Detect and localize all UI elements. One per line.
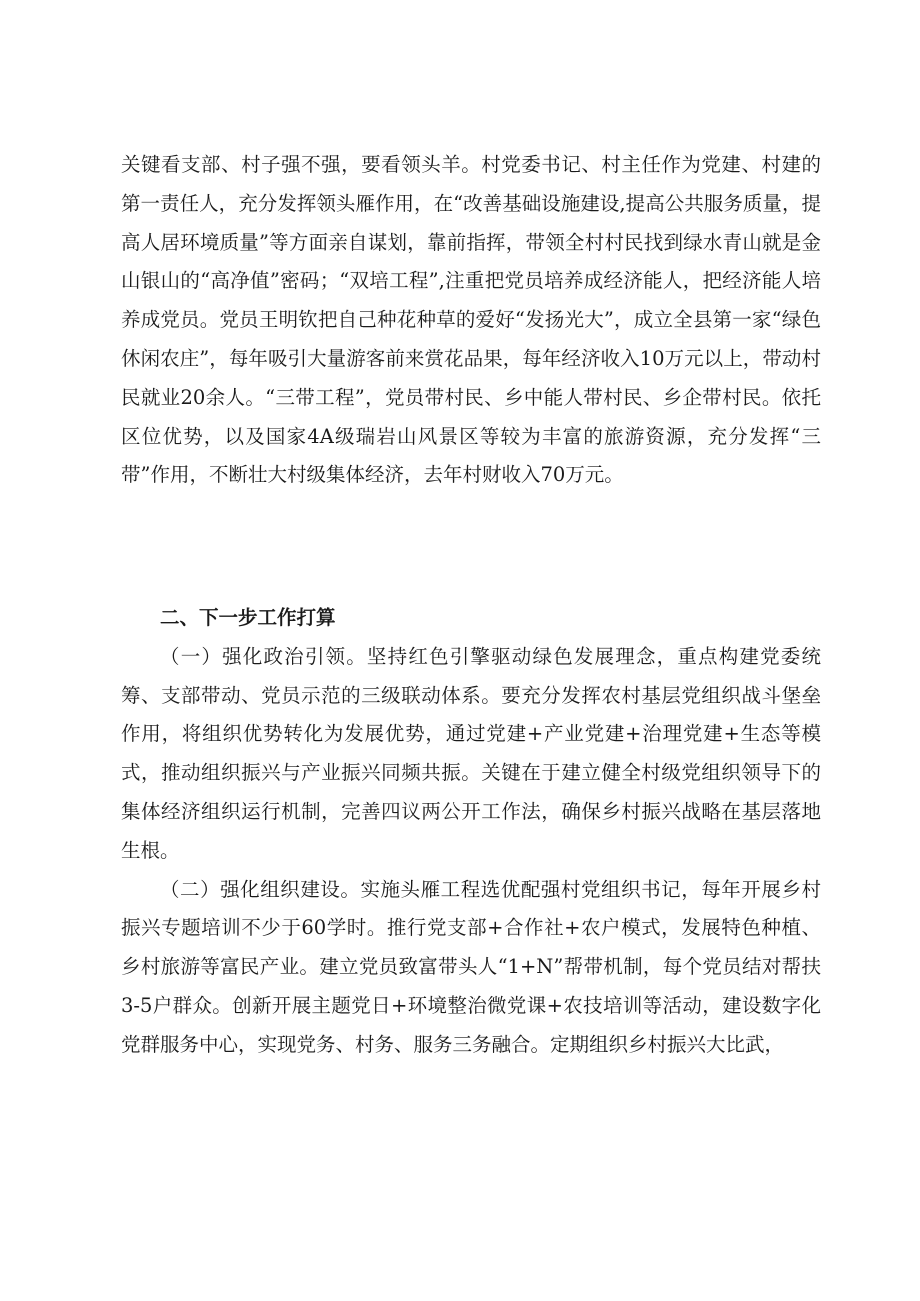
continuation-paragraph: 关键看支部、村子强不强，要看领头羊。村党委书记、村主任作为党建、村建的第一责任人，充分发挥领头雁作用，在“改善基础设施建设,提高公共服务质量，提高人居环境质量”等方面亲自谋划，靠前指挥，带领全村村民找到绿水青山就是金山银山的“高净值”密码；“双培工程”,注重把党员培养成经济能人，把经济能人培养成党员。党员王明钦把自己种花种草的爱好“发扬光大”，成立全县第一家“绿色休闲农庄”，每年吸引大量游客前来赏花品果，每年经济收入10万元以上，带动村民就业20余人。“三带工程”，党员带村民、乡中能人带村民、乡企带村民。依托区位优势，以及国家4A级瑞岩山风景区等较为丰富的旅游资源，充分发挥“三带”作用，不断壮大村级集体经济，去年村财收入70万元。 <box>121 153 821 487</box>
document-body-bottom <box>121 599 821 1065</box>
paragraph-political-leadership: （一）强化政治引领。坚持红色引擎驱动绿色发展理念，重点构建党委统筹、支部带动、党员示范的三级联动体系。要充分发挥农村基层党组织战斗堡垒作用，将组织优势转化为发展优势，通过党建+产业党建+治理党建+生态等模式，推动组织振兴与产业振兴同频共振。关键在于建立健全村级党组织领导下的集体经济组织运行机制，完善四议两公开工作法，确保乡村振兴战略在基层落地生根。 <box>121 644 821 862</box>
paragraph-organization-building: （二）强化组织建设。实施头雁工程选优配强村党组织书记，每年开展乡村振兴专题培训不少于60学时。推行党支部+合作社+农户模式，发展特色种植、乡村旅游等富民产业。建立党员致富带头人“1+N”帮带机制，每个党员结对帮扶3-5户群众。创新开展主题党日+环境整治微党课+农技培训等活动，建设数字化党群服务中心，实现党务、村务、服务三务融合。定期组织乡村振兴大比武， <box>121 877 821 1056</box>
section-heading: 二、下一步工作打算 <box>160 606 336 629</box>
document-body-top <box>121 146 821 495</box>
